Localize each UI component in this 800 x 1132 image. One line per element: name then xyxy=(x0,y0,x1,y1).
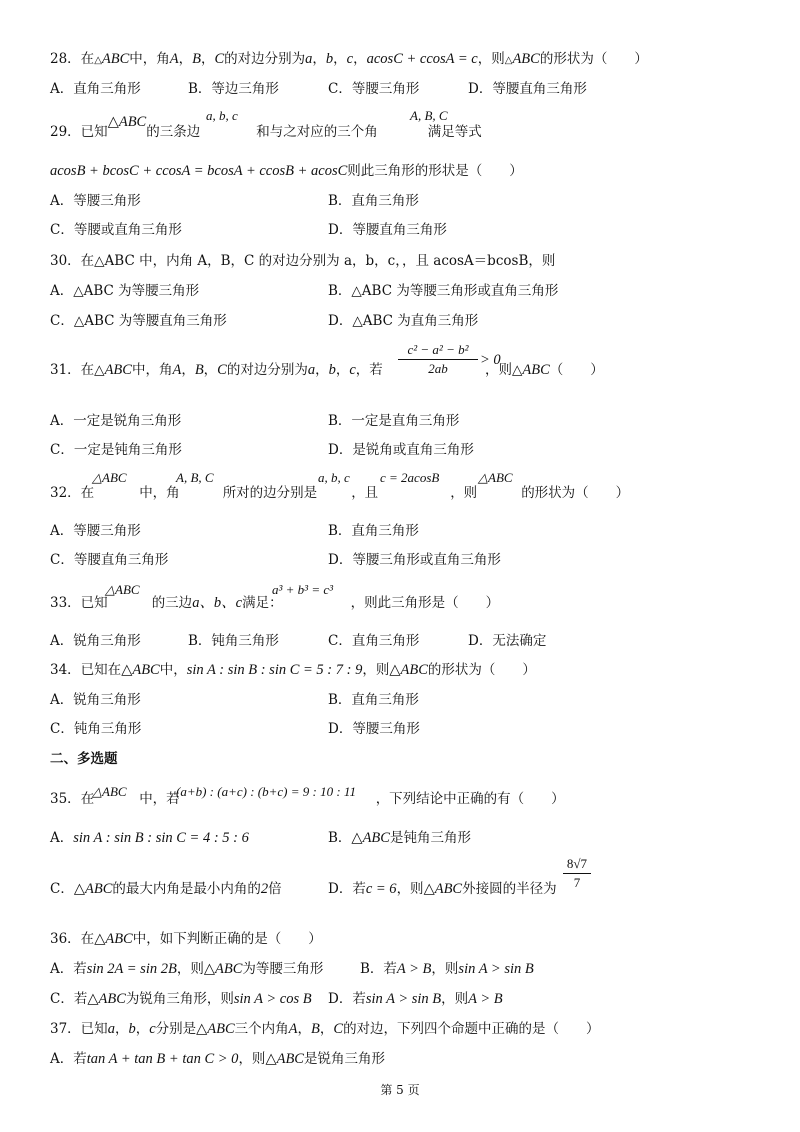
q29-option-b: B．直角三角形 xyxy=(328,193,419,209)
q35-stem: 35．在 中，若 ，下列结论中正确的有（ ） xyxy=(50,791,565,807)
q28-option-c: C．等腰三角形 xyxy=(328,81,420,97)
q32-option-c: C．等腰直角三角形 xyxy=(50,552,169,568)
q30-option-d: D．△ABC 为直角三角形 xyxy=(328,313,479,329)
q32-option-a: A．等腰三角形 xyxy=(50,523,141,539)
q33-option-c: C．直角三角形 xyxy=(328,633,420,649)
q36-option-c: C．若△ABC为锐角三角形，则sin A > cos B xyxy=(50,991,312,1007)
q32-option-d: D．等腰三角形或直角三角形 xyxy=(328,552,501,568)
q30-option-b: B．△ABC 为等腰三角形或直角三角形 xyxy=(328,283,559,299)
q35-equation: (a+b) : (a+c) : (b+c) = 9 : 10 : 11 xyxy=(176,784,356,799)
q29-option-d: D．等腰直角三角形 xyxy=(328,222,447,238)
q32-sides: a, b, c xyxy=(318,470,350,485)
q31-fraction-denominator: 2ab xyxy=(428,361,448,376)
q29-option-a: A．等腰三角形 xyxy=(50,193,141,209)
q33-triangle: △ABC xyxy=(105,582,140,597)
q31-fraction-numerator: c² − a² − b² xyxy=(407,342,469,357)
q32-equation: c = 2acosB xyxy=(380,470,440,485)
q29-sides: a, b, c xyxy=(206,108,238,123)
q36-option-b: B．若A > B，则sin A > sin B xyxy=(360,961,534,977)
q31-fraction-bar xyxy=(398,359,478,360)
q35-radius-fraction-bar xyxy=(563,873,591,874)
q31-stem-end: ，则△ABC（ ） xyxy=(485,362,604,378)
q28-stem: 28．在△ABC中，角A，B，C的对边分别为a，b，c，acosC + ccosA = c，则△ABC的形状为（ ） xyxy=(50,51,648,67)
page-number: 第 5 页 xyxy=(380,1083,420,1097)
q34-option-c: C．钝角三角形 xyxy=(50,721,142,737)
q36-option-d: D．若sin A > sin B，则A > B xyxy=(328,991,503,1007)
q33-option-b: B．钝角三角形 xyxy=(188,633,279,649)
q35-option-a: A．sin A : sin B : sin C = 4 : 5 : 6 xyxy=(50,830,249,846)
q29-angles: A, B, C xyxy=(410,108,448,123)
q34-stem: 34．已知在△ABC中，sin A : sin B : sin C = 5 : 7 : 9，则△ABC的形状为（ ） xyxy=(50,662,536,678)
q32-angles: A, B, C xyxy=(176,470,214,485)
section-heading: 二、多选题 xyxy=(50,751,118,767)
q36-stem: 36．在△ABC中，如下判断正确的是（ ） xyxy=(50,931,322,947)
q31-fraction-relation: > 0 xyxy=(480,352,501,368)
q37-option-a: A．若tan A + tan B + tan C > 0，则△ABC是锐角三角形 xyxy=(50,1051,385,1067)
q29-equation: acosB + bcosC + ccosA = bcosA + ccosB + acosC则此三角形的形状是（ ） xyxy=(50,163,523,179)
q35-radius-fraction xyxy=(563,856,591,891)
q33-equation: a³ + b³ = c³ xyxy=(272,582,334,597)
q33-option-a: A．锐角三角形 xyxy=(50,633,141,649)
q32-stem: 32．在 中，角 所对的边分别是 ，且 ，则 的形状为（ ） xyxy=(50,485,630,501)
q32-option-b: B．直角三角形 xyxy=(328,523,419,539)
q33-option-d: D．无法确定 xyxy=(468,633,547,649)
q35-option-c: C．△ABC的最大内角是最小内角的2倍 xyxy=(50,881,282,897)
q37-stem: 37．已知a，b，c分别是△ABC三个内角A，B，C的对边，下列四个命题中正确的是（ ） xyxy=(50,1021,600,1037)
q31-option-c: C．一定是钝角三角形 xyxy=(50,442,182,458)
q28-option-d: D．等腰直角三角形 xyxy=(468,81,587,97)
q35-radius-denominator: 7 xyxy=(573,875,581,890)
q30-option-c: C．△ABC 为等腰直角三角形 xyxy=(50,313,227,329)
q28-option-a: A．直角三角形 xyxy=(50,81,141,97)
q32-triangle: △ABC xyxy=(92,470,127,485)
q31-fraction xyxy=(398,342,478,377)
q29-option-c: C．等腰或直角三角形 xyxy=(50,222,182,238)
q35-option-b: B．△ABC是钝角三角形 xyxy=(328,830,471,846)
q29-stem: 29．已知△ABC的三条边 和与之对应的三个角 满足等式 xyxy=(50,114,482,140)
q31-option-a: A．一定是锐角三角形 xyxy=(50,413,182,429)
q28-option-b: B．等边三角形 xyxy=(188,81,279,97)
q36-option-a: A．若sin 2A = sin 2B，则△ABC为等腰三角形 xyxy=(50,961,324,977)
q35-option-d: D．若c = 6，则△ABC外接圆的半径为 xyxy=(328,881,557,897)
q34-option-a: A．锐角三角形 xyxy=(50,692,141,708)
q31-option-b: B．一定是直角三角形 xyxy=(328,413,460,429)
q31-option-d: D．是锐角或直角三角形 xyxy=(328,442,474,458)
q32-triangle-2: △ABC xyxy=(478,470,513,485)
q30-option-a: A．△ABC 为等腰三角形 xyxy=(50,283,200,299)
q34-option-d: D．等腰三角形 xyxy=(328,721,420,737)
q30-stem: 30．在△ABC 中，内角 A，B，C 的对边分别为 a，b，c，，且 acosA＝bcosB，则 xyxy=(50,253,556,269)
q35-triangle: △ABC xyxy=(92,784,127,799)
q34-option-b: B．直角三角形 xyxy=(328,692,419,708)
q33-stem: 33．已知 的三边a、b、c满足： ，则此三角形是（ ） xyxy=(50,595,500,611)
q35-radius-numerator: 8√7 xyxy=(566,856,588,871)
q31-stem: 31．在△ABC中，角A，B，C的对边分别为a，b，c，若 xyxy=(50,362,383,378)
